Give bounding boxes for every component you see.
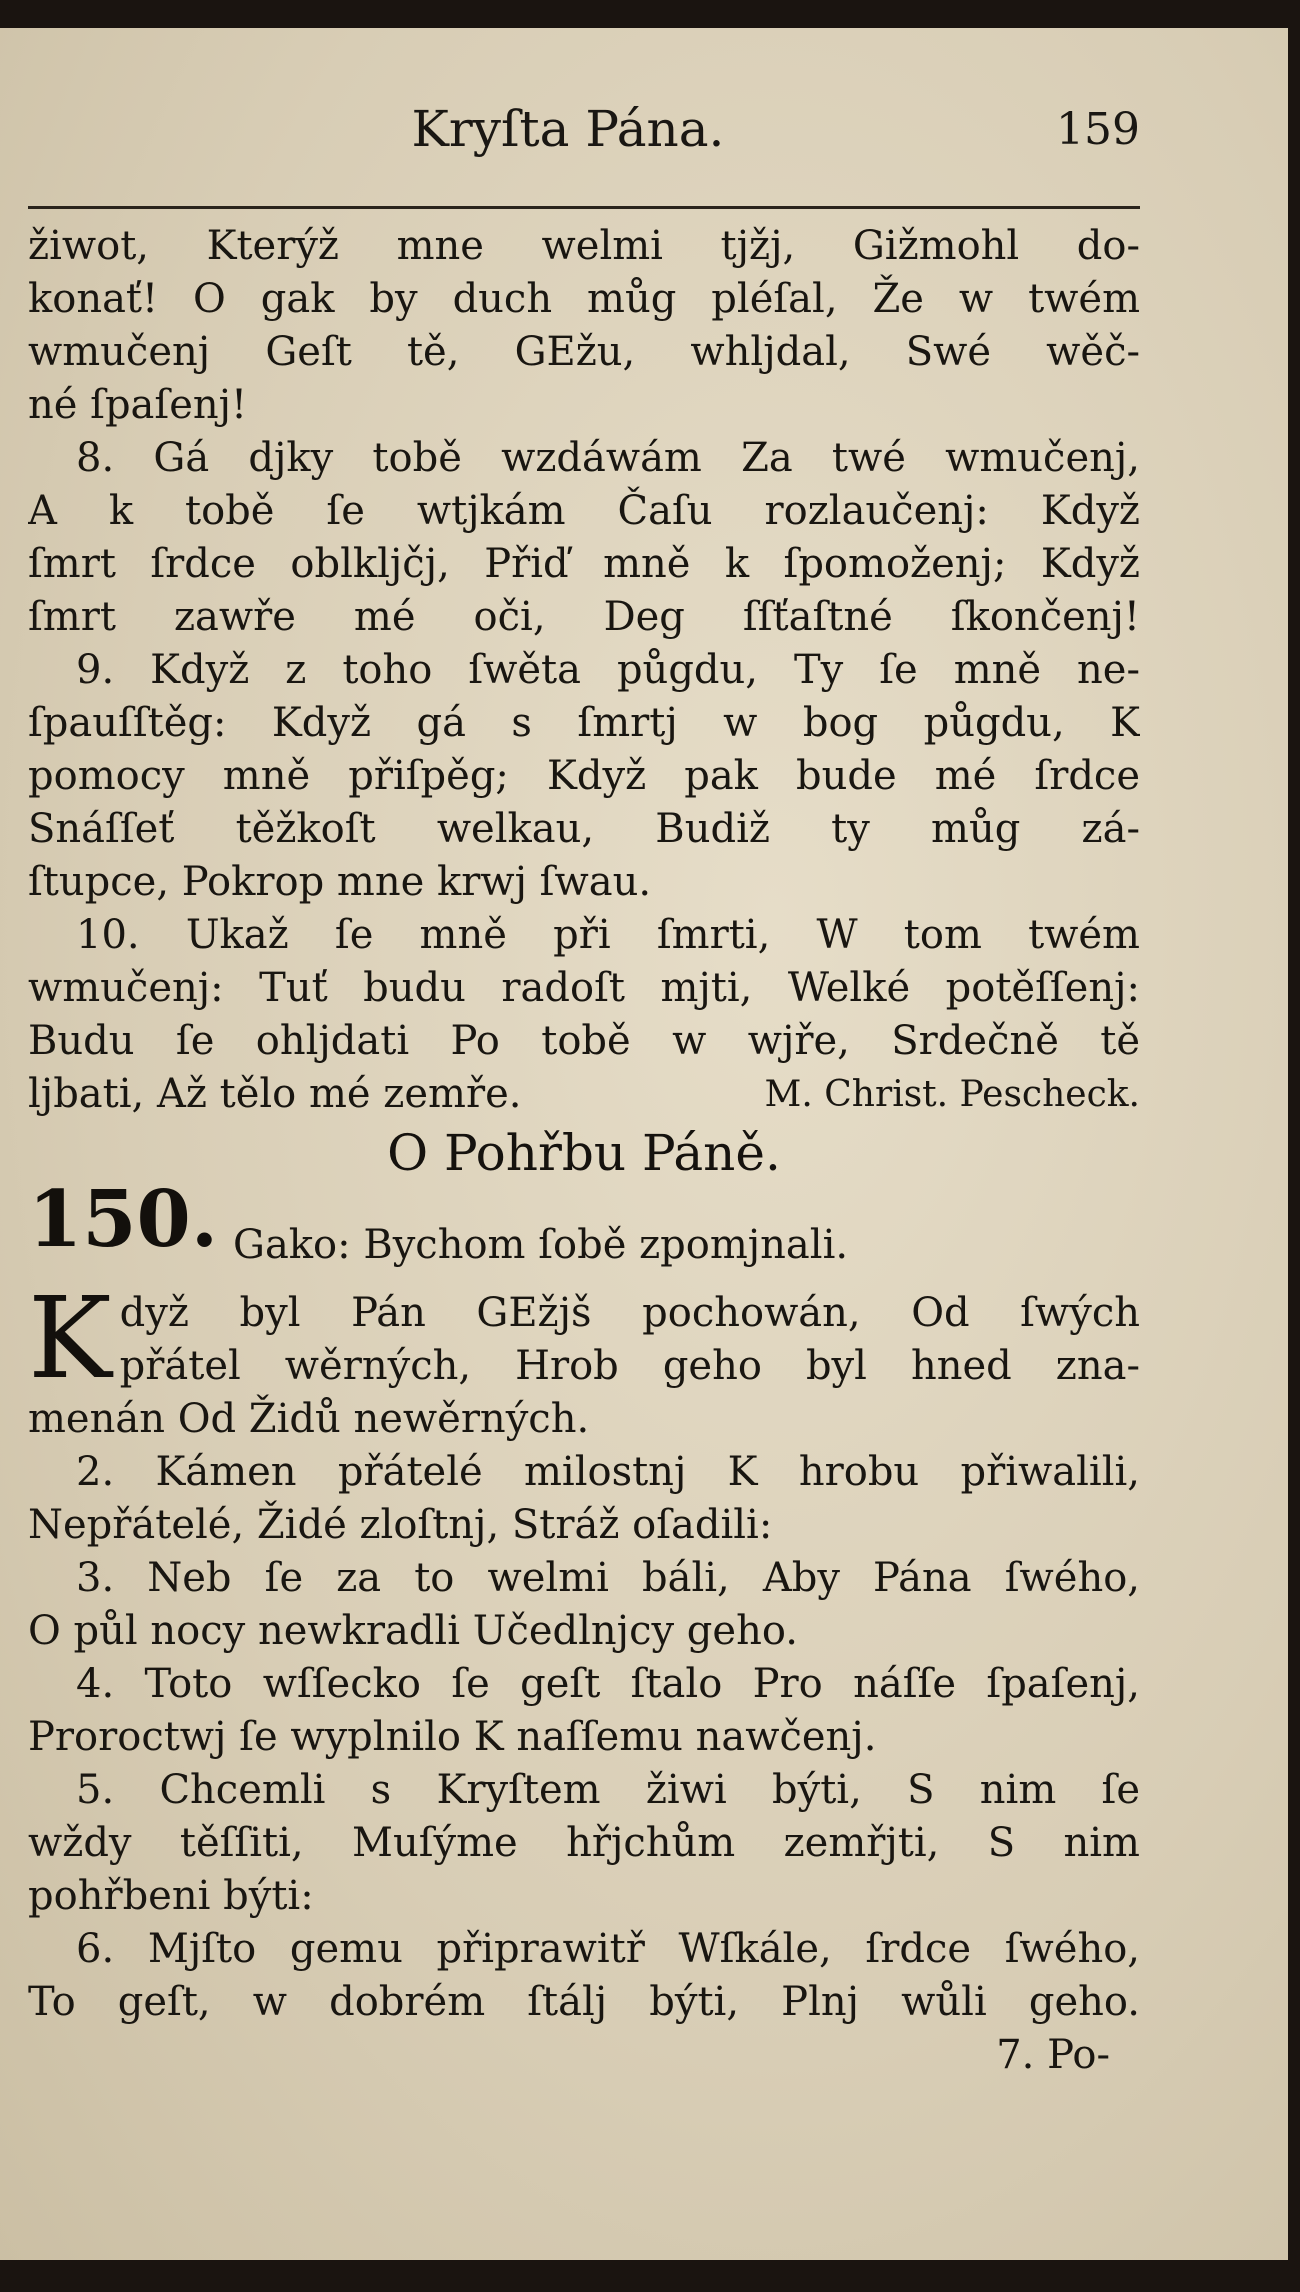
drop-cap: K bbox=[28, 1274, 112, 1404]
hymn-line: přátel wěrných, Hrob geho byl hned zna- bbox=[119, 1343, 1140, 1389]
text-line: wmučenj Geſt tě, GEžu, whljdal, Swé wěč- bbox=[28, 329, 1140, 375]
page-number: 159 bbox=[1056, 104, 1140, 155]
text-line: né ſpaſenj! bbox=[28, 382, 248, 428]
verse-line: ſpauſſtěg: Když gá s ſmrtj w bog půgdu, K bbox=[28, 700, 1140, 746]
catchword-row bbox=[28, 2029, 1140, 2082]
hymn-opening bbox=[28, 1274, 1140, 1404]
hymn-line: pohřbeni býti: bbox=[28, 1873, 314, 1919]
hymn-line: 2. Kámen přátelé milostnj K hrobu přiwalili, bbox=[76, 1449, 1140, 1495]
verse-line: wmučenj: Tuť budu radoſt mjti, Welké potěſſenj: bbox=[28, 965, 1140, 1011]
hymn-line: Nepřátelé, Židé zloſtnj, Stráž oſadili: bbox=[28, 1502, 773, 1548]
verse-line-with-author bbox=[28, 1068, 1140, 1121]
verse-line: 8. Gá djky tobě wzdáwám Za twé wmučenj, bbox=[76, 435, 1140, 481]
running-head: Kryſta Pána. bbox=[411, 100, 725, 158]
hymn-line: O půl nocy newkradli Učedlnjcy geho. bbox=[28, 1608, 798, 1654]
hymn-line: To geſt, w dobrém ſtálj býti, Plnj wůli geho. bbox=[28, 1979, 1140, 2025]
verse-line: A k tobě ſe wtjkám Čaſu rozlaučenj: Když bbox=[28, 488, 1140, 534]
verse-line: ſmrt zawře mé oči, Deg ſſťaſtné ſkončenj! bbox=[28, 594, 1140, 640]
hymn-tune: Gako: Bychom ſobě zpomjnali. bbox=[233, 1222, 849, 1268]
hymn-header bbox=[28, 1174, 1140, 1287]
hymn-line: Proroctwj ſe wyplnilo K naſſemu nawčenj. bbox=[28, 1714, 877, 1760]
verse-line: ſtupce, Pokrop mne krwj ſwau. bbox=[28, 859, 652, 905]
page-header bbox=[28, 100, 1140, 170]
hymn-line: 6. Mjſto gemu připrawitř Wſkále, ſrdce ſwého, bbox=[76, 1926, 1140, 1972]
verse-line: pomocy mně přiſpěg; Když pak bude mé ſrdce bbox=[28, 753, 1140, 799]
hymn-line: menán Od Židů newěrných. bbox=[28, 1396, 590, 1442]
verse-line: ſmrt ſrdce oblkljčj, Přiď mně k ſpomoženj; Když bbox=[28, 541, 1140, 587]
header-rule bbox=[28, 206, 1140, 209]
hymn-line: wždy těſſiti, Muſýme hřjchům zemřjti, S nim bbox=[28, 1820, 1140, 1866]
verse-line: 9. Když z toho ſwěta půgdu, Ty ſe mně ne- bbox=[76, 647, 1140, 693]
hymn-line: 4. Toto wſſecko ſe geſt ſtalo Pro náſſe ſpaſenj, bbox=[76, 1661, 1140, 1707]
author-attribution: M. Christ. Pescheck. bbox=[764, 1074, 1140, 1115]
text-line: žiwot, Kterýž mne welmi tjžj, Gižmohl do- bbox=[28, 223, 1140, 269]
verse-line: Snáſſeť těžkoſt welkau, Budiž ty můg zá- bbox=[28, 806, 1140, 852]
hymn-line: 5. Chcemli s Kryſtem žiwi býti, S nim ſe bbox=[76, 1767, 1140, 1813]
page-text bbox=[28, 220, 1140, 2082]
book-page bbox=[0, 28, 1288, 2260]
verse-line: 10. Ukaž ſe mně při ſmrti, W tom twém bbox=[76, 912, 1140, 958]
hymn-line: dyž byl Pán GEžjš pochowán, Od ſwých bbox=[119, 1290, 1140, 1336]
verse-text: ljbati, Až tělo mé zemře. bbox=[28, 1071, 522, 1117]
hymn-heading bbox=[28, 1174, 1140, 1283]
hymn-line: 3. Neb ſe za to welmi báli, Aby Pána ſwého, bbox=[76, 1555, 1140, 1601]
hymn-number: 150. bbox=[28, 1174, 218, 1265]
verse-line: Budu ſe ohljdati Po tobě w wjře, Srdečně tě bbox=[28, 1018, 1140, 1064]
text-line: konať! O gak by duch můg pléſal, Že w twém bbox=[28, 276, 1140, 322]
catchword: 7. Po- bbox=[996, 2032, 1110, 2078]
section-title: O Pohřbu Páně. bbox=[387, 1124, 781, 1182]
